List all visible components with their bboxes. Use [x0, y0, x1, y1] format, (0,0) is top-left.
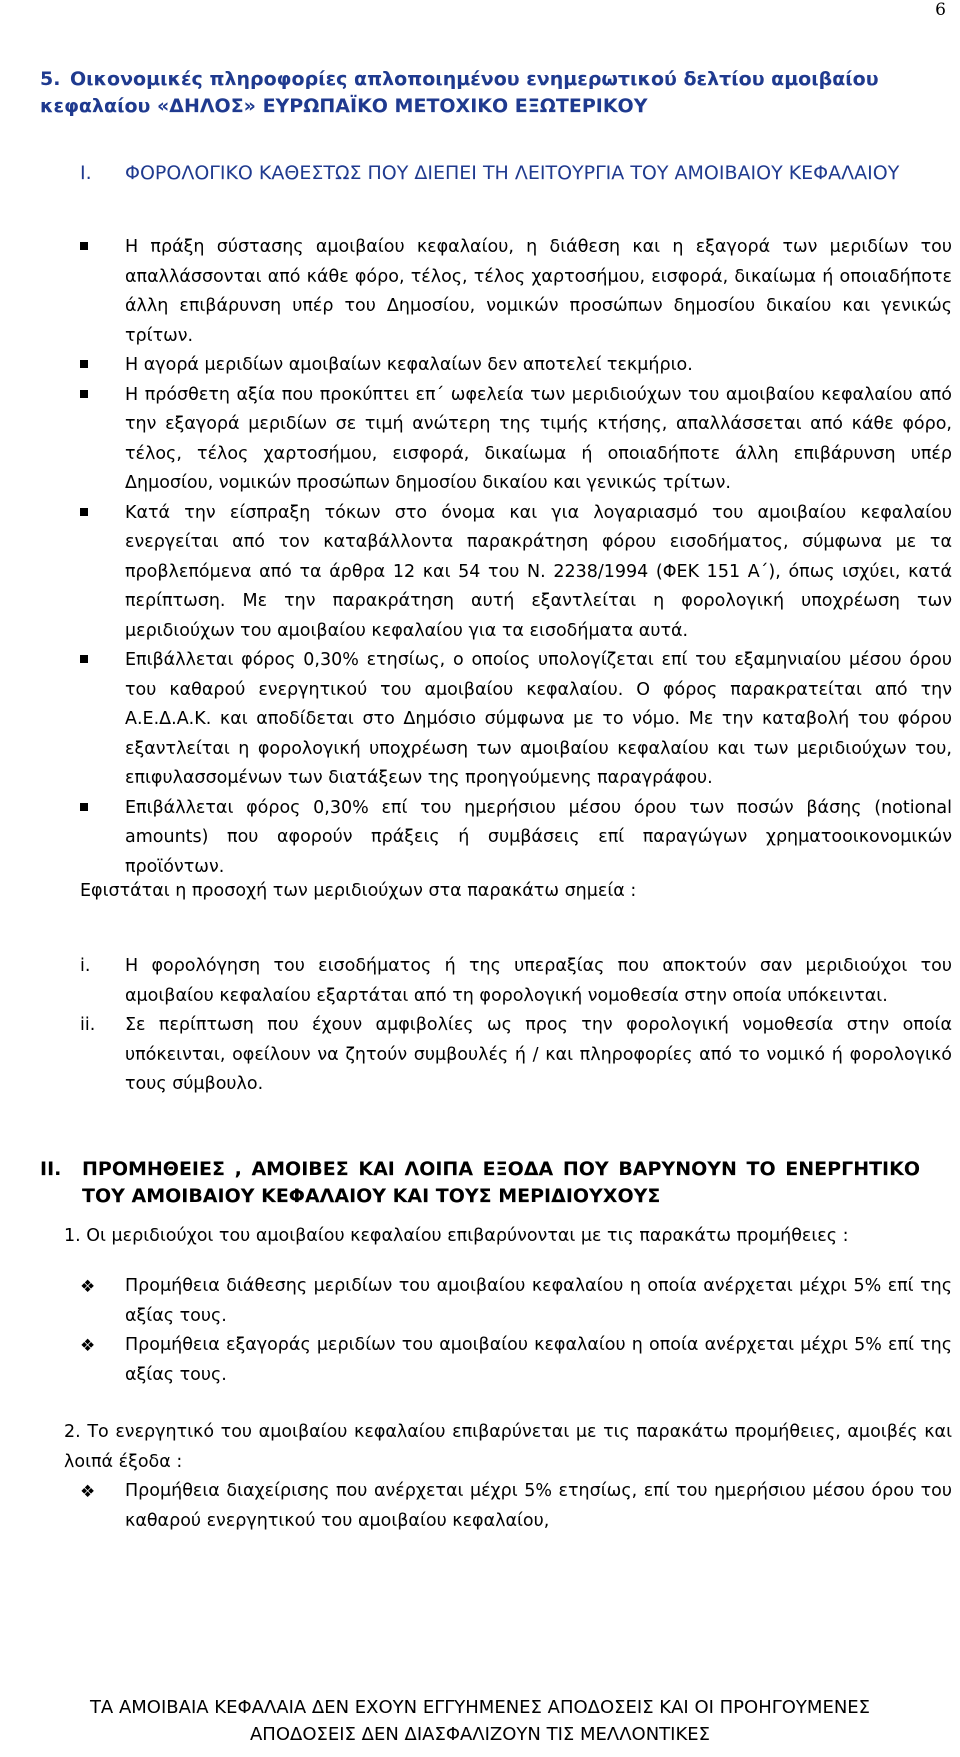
list-item: i. Η φορολόγηση του εισοδήματος ή της υπεραξίας που αποκτούν σαν μεριδιούχοι του αμοιβαίου κεφαλαίου εξαρτάται από τη φορολογική νομοθεσία στην οποία υπόκεινται. — [80, 956, 952, 1006]
list-item: Επιβάλλεται φόρος 0,30% ετησίως, ο οποίος υπολογίζεται επί του εξαμηνιαίου μέσου όρου του καθαρού ενεργητικού του αμοιβαίου κεφαλαίου. Ο φόρος παρακρατείται από την Α.Ε.Δ.Α.Κ. και αποδίδεται στο Δημόσιο σύμφωνα με το νόμο. Με την καταβολή του φόρου εξαντλείται η φορολογική υποχρέωση των αμοιβαίου κεφαλαίου και των μεριδιούχων του, επιφυλασσομένων των διατάξεων της προηγούμενης παραγράφου. — [80, 646, 952, 794]
list-item: Κατά την είσπραξη τόκων στο όνομα και για λογαριασμό του αμοιβαίου κεφαλαίου ενεργείται από τον καταβάλλοντα παρακράτηση φόρου εισοδήματος, σύμφωνα με τα προβλεπόμενα από τα άρθρα 12 και 54 του Ν. 2238/1994 (ΦΕΚ 151 Α΄), όπως ισχύει, κατά περίπτωση. Με την παρακράτηση αυτή εξαντλείται η φορολογική υποχρέωση των μεριδιούχων του αμοιβαίου κεφαλαίου για τα εισοδήματα αυτά. — [80, 499, 952, 647]
fund-fees-list — [80, 1477, 952, 1536]
square-bullet-icon — [80, 390, 88, 398]
square-bullet-icon — [80, 655, 88, 663]
list-item: ❖ Προμήθεια διάθεσης μεριδίων του αμοιβαίου κεφαλαίου η οποία ανέρχεται μέχρι 5% επί της αξίας τους. — [80, 1272, 952, 1331]
subsection-1-title-text: ΦΟΡΟΛΟΓΙΚΟ ΚΑΘΕΣΤΩΣ ΠΟΥ ΔΙΕΠΕΙ ΤΗ ΛΕΙΤΟΥΡΓΙΑ ΤΟΥ ΑΜΟΙΒΑΙΟΥ ΚΕΦΑΛΑΙΟΥ — [125, 162, 900, 184]
list-item: ❖ Προμήθεια εξαγοράς μεριδίων του αμοιβαίου κεφαλαίου η οποία ανέρχεται μέχρι 5% επί της αξίας τους. — [80, 1331, 952, 1390]
diamond-bullet-icon: ❖ — [80, 1336, 96, 1356]
section-heading-number: 5. — [40, 68, 61, 90]
subsection-2-title — [40, 1156, 920, 1210]
square-bullet-icon — [80, 360, 88, 368]
list-item: Η πρόσθετη αξία που προκύπτει επ΄ ωφελεία των μεριδιούχων του αμοιβαίου κεφαλαίου από την εξαγορά μεριδίων σε τιμή ανώτερη της τιμής κτήσης, απαλλάσσεται από κάθε φόρο, τέλος, τέλος χαρτοσήμου, εισφορά, δικαίωμα ή οποιαδήποτε άλλη επιβάρυνση υπέρ Δημοσίου, νομικών προσώπων δημοσίου δικαίου και γενικώς τρίτων. — [80, 381, 952, 499]
notes-list — [80, 952, 952, 1100]
list-item: Η πράξη σύστασης αμοιβαίου κεφαλαίου, η διάθεση και η εξαγορά των μεριδίων του απαλλάσσονται από κάθε φόρο, τέλος, τέλος χαρτοσήμου, εισφορά, δικαίωμα ή οποιαδήποτε άλλη επιβάρυνση υπέρ του Δημοσίου, νομικών προσώπων δημοσίου δικαίου και γενικώς τρίτων. — [80, 233, 952, 351]
list-item: Η αγορά μεριδίων αμοιβαίων κεφαλαίων δεν αποτελεί τεκμήριο. — [80, 351, 952, 381]
square-bullet-icon — [80, 803, 88, 811]
list-item: ❖ Προμήθεια διαχείρισης που ανέρχεται μέχρι 5% ετησίως, επί του ημερήσιου μέσου όρου του καθαρού ενεργητικού του αμοιβαίου κεφαλαίου, — [80, 1477, 952, 1536]
note-intro: Εφιστάται η προσοχή των μεριδιούχων στα παρακάτω σημεία : — [80, 881, 637, 901]
square-bullet-icon — [80, 508, 88, 516]
fees-item-1: 1. Οι μεριδιούχοι του αμοιβαίου κεφαλαίου επιβαρύνονται με τις παρακάτω προμήθειες : — [64, 1226, 849, 1246]
subsection-2-roman: ΙΙ. — [40, 1158, 62, 1180]
list-item: ii. Σε περίπτωση που έχουν αμφιβολίες ως προς την φορολογική νομοθεσία στην οποία υπόκεινται, οφείλουν να ζητούν συμβουλές ή / και πληροφορίες από το νομικό ή φορολογικό τους σύμβουλο. — [80, 1015, 952, 1094]
subsection-1-title — [80, 160, 960, 187]
page-footer: ΤΑ ΑΜΟΙΒΑΙΑ ΚΕΦΑΛΑΙΑ ΔΕΝ ΕΧΟΥΝ ΕΓΓΥΗΜΕΝΕΣ ΑΠΟΔΟΣΕΙΣ ΚΑΙ ΟΙ ΠΡΟΗΓΟΥΜΕΝΕΣ ΑΠΟΔΟΣΕΙΣ ΔΕΝ ΔΙΑΣΦΑΛΙΖΟΥΝ ΤΙΣ ΜΕΛΛΟΝΤΙΚΕΣ — [89, 1697, 871, 1745]
tax-bullet-list — [80, 233, 952, 882]
subsection-1-roman: Ι. — [80, 162, 92, 184]
page-number: 6 — [935, 0, 946, 20]
diamond-bullet-icon: ❖ — [80, 1277, 96, 1297]
fees-item-2: 2. Το ενεργητικό του αμοιβαίου κεφαλαίου επιβαρύνεται με τις παρακάτω προμήθειες, αμοιβές και λοιπά έξοδα : — [64, 1422, 952, 1472]
diamond-bullet-icon: ❖ — [80, 1482, 96, 1502]
list-item: Επιβάλλεται φόρος 0,30% επί του ημερήσιου μέσου όρου των ποσών βάσης (notional amounts) που αφορούν πράξεις ή συμβάσεις επί παραγώγων χρηματοοικονομικών προϊόντων. — [80, 794, 952, 883]
square-bullet-icon — [80, 242, 88, 250]
holder-fees-list — [80, 1272, 952, 1390]
section-heading-text: Οικονομικές πληροφορίες απλοποιημένου ενημερωτικού δελτίου αμοιβαίου κεφαλαίου «ΔΗΛΟΣ» ΕΥΡΩΠΑΪΚΟ ΜΕΤΟΧΙΚΟ ΕΞΩΤΕΡΙΚΟΥ — [40, 68, 879, 117]
section-heading — [40, 66, 920, 120]
subsection-2-title-text: ΠΡΟΜΗΘΕΙΕΣ , ΑΜΟΙΒΕΣ ΚΑΙ ΛΟΙΠΑ ΕΞΟΔΑ ΠΟΥ ΒΑΡΥΝΟΥΝ ΤΟ ΕΝΕΡΓΗΤΙΚΟ ΤΟΥ ΑΜΟΙΒΑΙΟΥ ΚΕΦΑΛΑΙΟΥ ΚΑΙ ΤΟΥΣ ΜΕΡΙΔΙΟΥΧΟΥΣ — [82, 1158, 920, 1207]
